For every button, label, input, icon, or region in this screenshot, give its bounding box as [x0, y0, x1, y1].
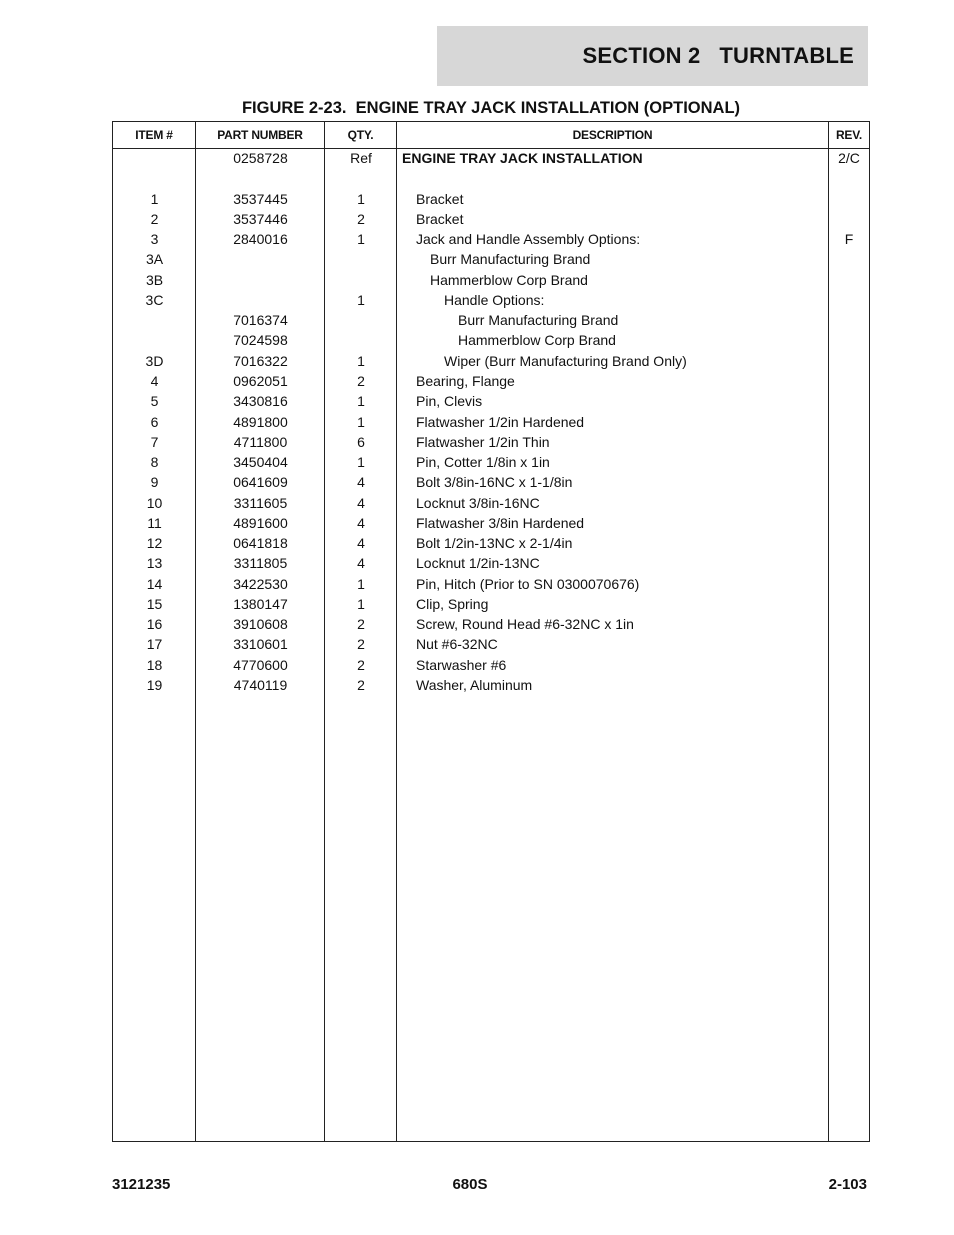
quantity-cell: 2 — [357, 616, 365, 633]
item-number-cell: 8 — [150, 454, 159, 471]
table-row — [113, 249, 869, 269]
description-cell: Starwasher #6 — [416, 656, 507, 673]
table-row — [113, 391, 869, 411]
table-row — [113, 290, 869, 310]
table-row — [113, 472, 869, 492]
description-cell: Bracket — [416, 210, 464, 227]
quantity-cell: 1 — [357, 291, 365, 308]
footer-page-number: 2-103 — [828, 1176, 867, 1193]
quantity-cell: 2 — [357, 636, 365, 653]
part-number-cell: 3537445 — [233, 190, 288, 207]
description-cell: Bearing, Flange — [416, 372, 515, 389]
description-cell: Locknut 3/8in-16NC — [416, 494, 540, 511]
table-row — [113, 168, 869, 188]
part-number-cell: 3537446 — [233, 210, 288, 227]
description-cell: Hammerblow Corp Brand — [430, 271, 588, 288]
table-row — [113, 553, 869, 573]
part-number-cell: 3422530 — [233, 575, 288, 592]
table-row — [113, 148, 869, 168]
quantity-cell: 2 — [357, 372, 365, 389]
table-row — [113, 432, 869, 452]
quantity-cell: 2 — [357, 677, 365, 694]
description-cell: Bracket — [416, 190, 464, 207]
quantity-cell: 1 — [357, 352, 365, 369]
footer-model: 680S — [452, 1176, 488, 1193]
item-number-cell: 14 — [146, 575, 163, 592]
description-cell: Locknut 1/2in-13NC — [416, 555, 540, 572]
description-cell: Pin, Cotter 1/8in x 1in — [416, 454, 550, 471]
revision-cell: 2/C — [838, 150, 860, 166]
part-number-cell: 7016322 — [233, 352, 288, 369]
item-number-cell: 6 — [150, 413, 159, 430]
item-number-cell: 3B — [145, 271, 164, 288]
quantity-cell: 1 — [357, 393, 365, 410]
quantity-cell: 4 — [357, 494, 365, 511]
description-cell: Pin, Clevis — [416, 393, 483, 410]
quantity-cell: 4 — [357, 514, 365, 531]
description-cell: Flatwasher 3/8in Hardened — [416, 514, 585, 531]
description-cell: Wiper (Burr Manufacturing Brand Only) — [444, 352, 687, 369]
section-title: SECTION 2 TURNTABLE — [582, 43, 854, 68]
quantity-cell: 4 — [357, 535, 365, 552]
quantity-cell: 1 — [357, 575, 365, 592]
item-number-cell: 12 — [146, 535, 163, 552]
table-row — [113, 310, 869, 330]
part-number-cell: 1380147 — [233, 595, 288, 612]
description-cell: Bolt 1/2in-13NC x 2-1/4in — [416, 535, 573, 552]
part-number-cell: 4770600 — [233, 656, 288, 673]
item-number-cell: 3 — [150, 231, 159, 248]
table-row — [113, 533, 869, 553]
item-number-cell: 5 — [150, 393, 159, 410]
item-number-cell: 3C — [145, 291, 164, 308]
part-number-cell: 4891800 — [233, 413, 288, 430]
part-number-cell: 3430816 — [233, 393, 288, 410]
table-row — [113, 189, 869, 209]
part-number-cell: 7024598 — [233, 332, 288, 349]
table-row — [113, 452, 869, 472]
table-row — [113, 330, 869, 350]
table-row — [113, 675, 869, 695]
table-row — [113, 655, 869, 675]
part-number-cell: 7016374 — [233, 312, 288, 329]
description-cell: Washer, Aluminum — [416, 677, 533, 694]
item-number-cell: 18 — [146, 656, 163, 673]
description-cell: Pin, Hitch (Prior to SN 0300070676) — [416, 575, 640, 592]
part-number-cell: 3310601 — [233, 636, 288, 653]
item-number-cell: 19 — [146, 677, 163, 694]
item-number-cell: 17 — [146, 636, 163, 653]
column-header-item: ITEM # — [135, 128, 173, 142]
table-row — [113, 634, 869, 654]
quantity-cell: 1 — [357, 413, 365, 430]
part-number-cell: 4711800 — [233, 433, 288, 450]
column-header-part-number: PART NUMBER — [217, 128, 303, 142]
revision-cell: F — [844, 231, 854, 248]
part-number-cell: 4740119 — [233, 677, 288, 694]
column-header-qty: QTY. — [347, 128, 374, 142]
description-cell: Burr Manufacturing Brand — [430, 251, 591, 268]
part-number-cell: 0962051 — [233, 372, 288, 389]
quantity-cell: Ref — [350, 150, 372, 166]
item-number-cell: 10 — [146, 494, 163, 511]
description-cell: Burr Manufacturing Brand — [458, 312, 619, 329]
description-cell: Hammerblow Corp Brand — [458, 332, 616, 349]
parts-table — [112, 121, 870, 1142]
item-number-cell: 4 — [150, 372, 159, 389]
table-row — [113, 229, 869, 249]
item-number-cell: 2 — [150, 210, 159, 227]
item-number-cell: 11 — [147, 514, 162, 531]
description-cell: Bolt 3/8in-16NC x 1-1/8in — [416, 474, 573, 491]
description-cell: Jack and Handle Assembly Options: — [416, 231, 641, 248]
item-number-cell: 3A — [145, 251, 164, 268]
table-row — [113, 574, 869, 594]
quantity-cell: 1 — [357, 454, 365, 471]
part-number-cell: 3311805 — [233, 555, 288, 572]
item-number-cell: 9 — [150, 474, 159, 491]
item-number-cell: 15 — [146, 595, 163, 612]
description-cell: Clip, Spring — [416, 595, 489, 612]
quantity-cell: 2 — [357, 656, 365, 673]
item-number-cell: 3D — [145, 352, 164, 369]
table-row — [113, 412, 869, 432]
quantity-cell: 1 — [357, 190, 365, 207]
quantity-cell: 4 — [357, 555, 365, 572]
quantity-cell: 6 — [357, 433, 365, 450]
table-row — [113, 209, 869, 229]
section-banner — [437, 26, 868, 86]
column-header-rev: REV. — [835, 128, 863, 142]
part-number-cell: 3311605 — [233, 494, 288, 511]
description-cell: ENGINE TRAY JACK INSTALLATION — [402, 150, 643, 166]
part-number-cell: 0641609 — [233, 474, 288, 491]
item-number-cell: 1 — [150, 190, 159, 207]
part-number-cell: 3450404 — [233, 454, 288, 471]
part-number-cell: 4891600 — [233, 514, 288, 531]
description-cell: Screw, Round Head #6-32NC x 1in — [416, 616, 634, 633]
part-number-cell: 0641818 — [233, 535, 288, 552]
item-number-cell: 7 — [150, 433, 159, 450]
description-cell: Handle Options: — [444, 291, 545, 308]
description-cell: Flatwasher 1/2in Thin — [416, 433, 550, 450]
table-row — [113, 351, 869, 371]
quantity-cell: 2 — [357, 210, 365, 227]
column-header-description: DESCRIPTION — [572, 128, 653, 142]
part-number-cell: 2840016 — [233, 231, 288, 248]
table-row — [113, 493, 869, 513]
table-row — [113, 371, 869, 391]
footer-doc-number: 3121235 — [112, 1176, 171, 1193]
part-number-cell: 0258728 — [233, 150, 288, 166]
figure-title: FIGURE 2-23. ENGINE TRAY JACK INSTALLATION (OPTIONAL) — [241, 99, 741, 117]
description-cell: Flatwasher 1/2in Hardened — [416, 413, 585, 430]
item-number-cell: 16 — [146, 616, 163, 633]
table-row — [113, 513, 869, 533]
table-row — [113, 614, 869, 634]
quantity-cell: 1 — [357, 231, 365, 248]
quantity-cell: 1 — [357, 595, 365, 612]
item-number-cell: 13 — [146, 555, 163, 572]
table-row — [113, 270, 869, 290]
quantity-cell: 4 — [357, 474, 365, 491]
description-cell: Nut #6-32NC — [416, 636, 498, 653]
table-row — [113, 594, 869, 614]
part-number-cell: 3910608 — [233, 616, 288, 633]
